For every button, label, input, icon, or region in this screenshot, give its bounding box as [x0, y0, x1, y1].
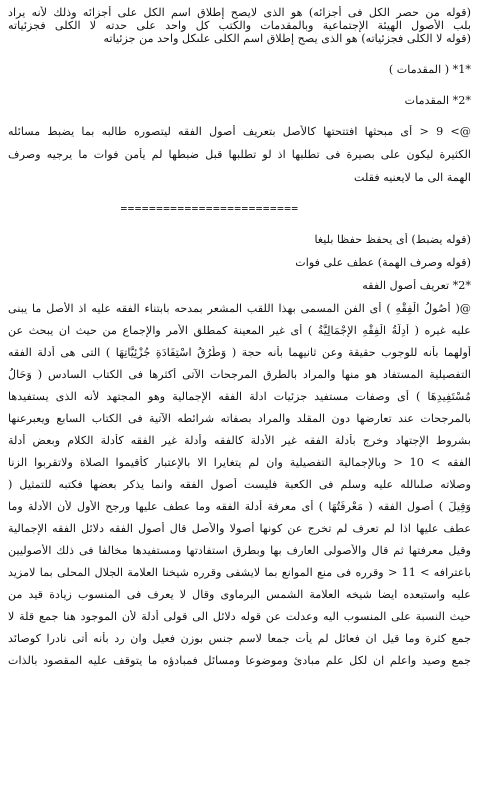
spacer [8, 76, 471, 94]
spacer [8, 184, 471, 202]
footnote-heading-1: *1* ( المقدمات ) [388, 63, 471, 76]
text-line: عليه واستبعده ايضا شيخه العلامة الشمس البرماوى وقال لا يعرف فى المنسوب زيادة قيد من [8, 588, 471, 601]
spacer [8, 381, 471, 390]
text-line: (قوله من حصر الكل فى أجزائه) هو الذى لايصح إطلاق اسم الكل على أجزائه وذلك لأنه يراد [8, 6, 471, 19]
text-line: وصلاته صلىالله عليه وسلم فى الكعبة فليست أصول الفقه وانما يذكر بعضها فكتبه للتمثيل ( [8, 478, 471, 491]
main-text-block-1 [8, 125, 471, 184]
text-line: بلب الأصول الهيئة الإجتماعية وبالمقدمات والكتب كل واحد على حدته لا الكلى فجزئياته [8, 19, 471, 32]
text-line: بالمرجحات عند تعارضها دون المقلد والمراد بصفاته شرائطه الآتية فى الكتاب السابع ويعبرعنها [8, 412, 471, 425]
spacer [8, 292, 471, 302]
spacer [8, 215, 471, 233]
spacer [8, 337, 471, 346]
main-text-block-2 [8, 302, 471, 667]
section-divider: ========================= [120, 202, 299, 215]
spacer [8, 491, 471, 500]
spacer [8, 269, 471, 279]
spacer [8, 645, 471, 654]
spacer [8, 403, 471, 412]
section-heading: *2* تعريف أصول الفقه [362, 279, 471, 292]
spacer [8, 161, 471, 171]
spacer [8, 469, 471, 478]
spacer [8, 45, 471, 63]
spacer [8, 579, 471, 588]
text-line: وقيل معرفتها ثم قال والأصولى العارف بها وبطرق استفادتها ومستفيدها مخالفا فى ذلك الأصوليين [8, 544, 471, 557]
spacer [8, 447, 471, 456]
text-line: عليه غيره ( أَدِلَّةُ الْفِقْهِ الإِجْمَالِيَّةُ ) أى غير المعينة كمطلق الأمر والإجماع من حيث ان يبحث عن [8, 324, 471, 337]
text-line: جمع كثرة وما قيل ان فعائل لم يأت جمعا لاسم جنس بوزن فعيل وان رد بأنه أتى نادرا كوصائد [8, 632, 471, 645]
spacer [8, 315, 471, 324]
spacer [8, 513, 471, 522]
spacer [8, 359, 471, 368]
text-line: باعترافه > 11 < وقرره فى منع الموانع بما لايشفى وقرره شيخنا العلامة الجلال المحلى بما لامزيد [8, 566, 471, 579]
text-line: بشروط الإجتهاد وخرج بأدلة الفقه غير الأدلة كالفقه وأدلة غير الفقه كأدلة الكلام وبعض أدلة [8, 434, 471, 447]
text-line: الهمة الى ما لايعنيه فقلت [354, 171, 471, 184]
text-line: (قوله لا الكلى فجزئياته) هو الذى يصح إطلاق اسم الكلى علىكل واحد من جزئياته [103, 32, 471, 45]
spacer [8, 107, 471, 125]
text-line: التفصيلية المستفاد هو منها والمراد بالطرق المرجحات الآتى أكثرها فى الكتاب السادس ( وَحَالُ [8, 368, 471, 381]
spacer [8, 425, 471, 434]
text-line: جمع وصيد واعلم ان لكل علم مبادئ وموضوعا ومسائل فمبادؤه ما يتوقف عليه المقصود بالذات [8, 654, 471, 667]
text-line: (قوله وصرف الهمة) عطف على فوات [295, 256, 471, 269]
text-line: أولهما بأنه للوجوب حقيقة وعن ثانيهما بأنه حجة ( وَطُرُقُ اسْتِفَادَةِ جُزْئِيَّاتِهَا ) التى هى أدلة الفقه [8, 346, 471, 359]
spacer [8, 246, 471, 256]
footnote-heading-2: *2* المقدمات [404, 94, 471, 107]
text-line: الكثيرة ليكون على بصيرة فى تطلبها اذ لو تطلبها قبل ضبطها لم يأمن فوات ما يرجيه وصرف [8, 148, 471, 161]
text-line: (قوله يضبط) أى يحفظ حفظا بليغا [314, 233, 471, 246]
text-line: عطف عليها اذا لم تعرف لم تخرج عن كونها أصولا والأصل قال أصول الفقه دلائل الفقه الإجمالية [8, 522, 471, 535]
text-line: حيث النسبة على المنسوب اليه وعدلت عن قوله دلائل الى قولى أدلة لأن الموجود هنا جمع قلة لا [8, 610, 471, 623]
commentary-block-2 [8, 233, 471, 292]
spacer [8, 601, 471, 610]
text-line: مُسْتَفِيدِهَا ) أى وصفات مستفيد جزئيات ادلة الفقه الإجمالية وهو المجتهد لأنه الذى يستفيدها [8, 390, 471, 403]
text-line: @( أُصُولُ الْفِقْهِ ) أى الفن المسمى بهذا اللقب المشعر بمدحه بابتناء الفقه عليه اذ الأصل ما يبنى [8, 302, 471, 315]
spacer [8, 557, 471, 566]
spacer [8, 623, 471, 632]
spacer [8, 138, 471, 148]
text-line: وَقِيلَ ) أصول الفقه ( مَعْرِفَتُهَا ) أى معرفة أدلة الفقه وما عطف عليها ورجح الأول لأن الأدلة وما [8, 500, 471, 513]
commentary-block-1 [8, 6, 471, 45]
text-line: @> 9 < أى مبحثها افتتحتها كالأصل بتعريف أصول الفقه ليتصوره طالبه بما يضبط مسائله [8, 125, 471, 138]
spacer [8, 535, 471, 544]
text-line: الفقه > 10 < وبالإجمالية التفصيلية وان لم يتغايرا الا بالإعتبار كأقيموا الصلاة ولاتقربوا الزنا [8, 456, 471, 469]
